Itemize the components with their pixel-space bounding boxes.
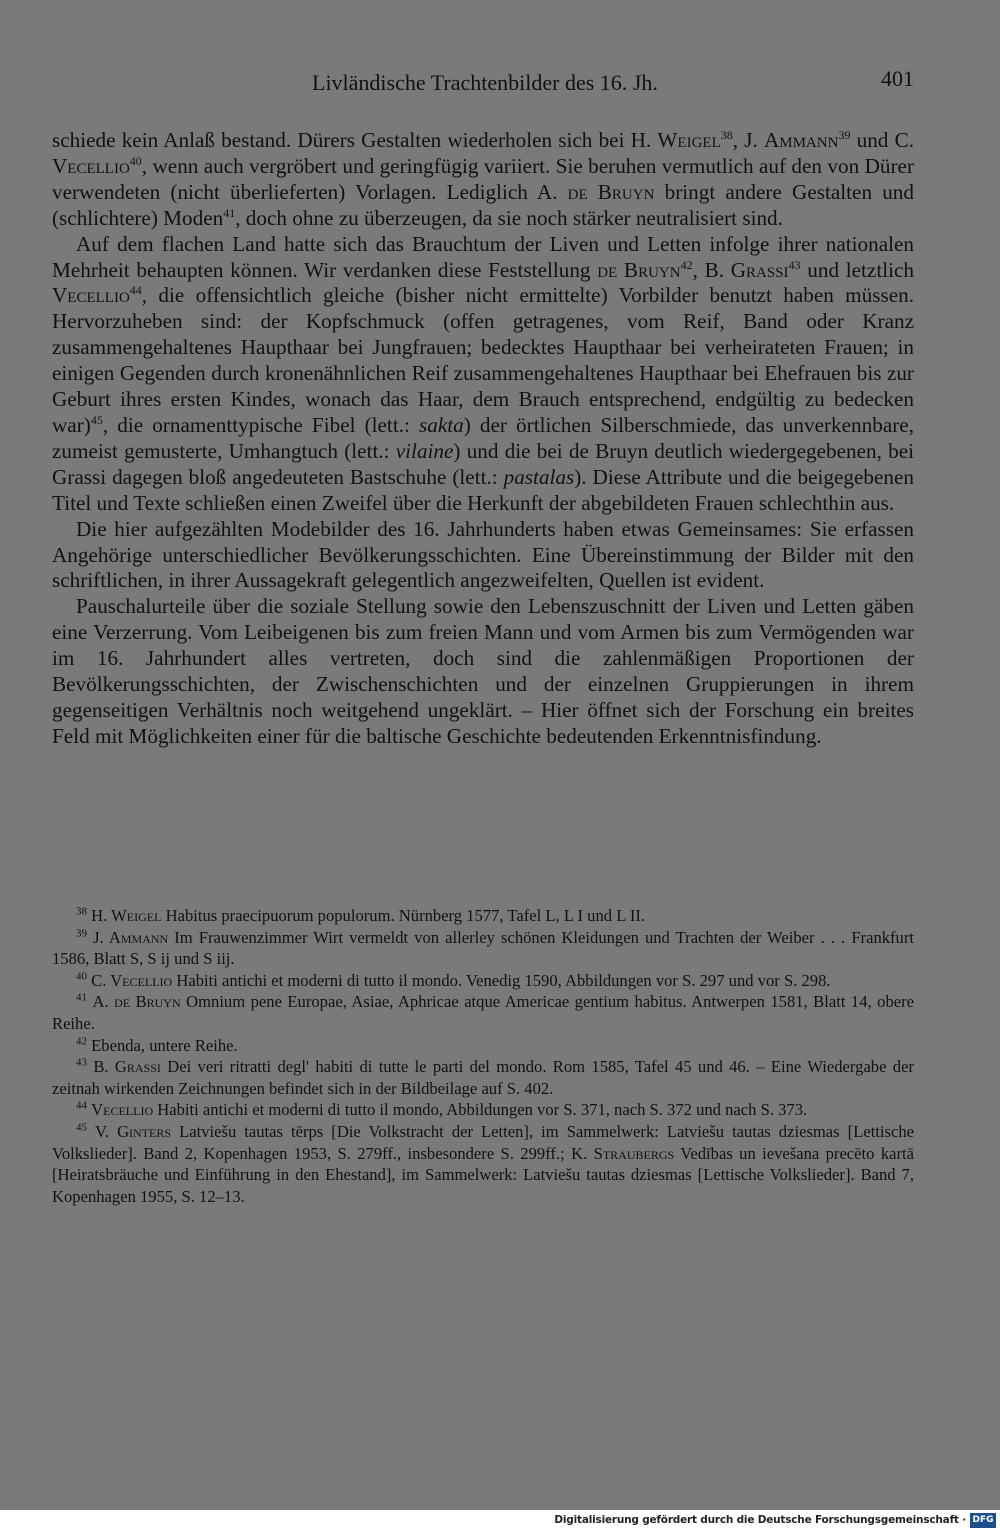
funding-notice: Digitalisierung gefördert durch die Deutsche Forschungsgemeinschaft · — [554, 1514, 966, 1526]
footnote-author: C. Vecellio — [91, 970, 173, 990]
footnote-author: A. de Bruyn — [92, 992, 181, 1012]
text-run: , doch ohne zu überzeugen, da sie noch stärker neutralisiert sind. — [235, 205, 783, 230]
footnote-author: J. Ammann — [93, 927, 169, 947]
footnote-number: 42 — [76, 1035, 87, 1048]
footnote-ref: 42 — [680, 257, 693, 272]
text-run: ). Diese Attribute und die beigegebenen Titel und Texte schließen einen Zweifel über die Herkunft der abgebildeten Frauen schlechthin aus. — [52, 464, 914, 515]
text-run: ) und die bei de Bruyn deutlich wiedergegebenen, bei Grassi dagegen bloß angedeuteten Bastschuhe (lett.: — [52, 438, 914, 489]
footnote-text: Im Frauwenzimmer Wirt vermeldt von allerley schönen Kleidungen und Trachten der Weiber . . . Frankfurt 1586, Blatt S, S ij und S iij. — [52, 927, 914, 969]
footnote-43 — [52, 1056, 914, 1099]
author-name: Weigel — [657, 128, 721, 152]
italic-term: pastalas — [503, 464, 575, 489]
text-run: schiede kein Anlaß bestand. Dürers Gestalten wiederholen sich bei H. — [52, 128, 658, 152]
footnote-ref: 40 — [129, 153, 142, 168]
footnote-text: Vedības un ievešana precēto kartā [Heiratsbräuche und Einführung in den Ehestand], im Sammelwerk: Latviešu tautas dziesmas [Lettische Volkslieder]. Band 7, Kopenhagen 1955, S. 12–13. — [52, 1143, 914, 1206]
footnote-ref: 41 — [223, 205, 236, 220]
text-run: , B. — [692, 257, 731, 282]
page-header — [52, 66, 914, 96]
footnote-text: Habitus praecipuorum populorum. Nürnberg 1577, Tafel L, L I und L II. — [161, 906, 646, 925]
footnote-author: H. Weigel — [91, 906, 162, 925]
paragraph-4: Pauschalurteile über die soziale Stellung sowie den Lebenszuschnitt der Liven und Letten gäben eine Verzerrung. Vom Leibeigenen bis zum freien Mann und vom Armen bis zum Vermögenden war im 16. Jahrhundert alles vertreten, doch sind die zahlenmäßigen Proportionen der Bevölkerungsschichten, der Zwischenschichten und der einzelnen Gruppierungen in ihrem gegenseitigen Verhältnis noch weitgehend ungeklärt. – Hier öffnet sich der Forschung ein breites Feld mit Möglichkeiten einer für die baltische Geschichte bedeutenden Erkenntnisfindung. — [52, 594, 914, 748]
footnote-text: Habiti antichi et moderni di tutto il mondo, Abbildungen vor S. 371, nach S. 372 und nach S. 373. — [153, 1100, 808, 1120]
text-run: und letztlich — [800, 257, 914, 282]
footnote-author: B. Grassi — [93, 1057, 161, 1077]
footnote-author: V. Ginters — [95, 1121, 172, 1141]
footnote-ref: 39 — [838, 127, 851, 142]
author-name: Grassi — [730, 257, 789, 282]
author-name: de Bruyn — [567, 179, 655, 204]
footnote-text: Omnium pene Europae, Asiae, Aphricae atque Americae gentium habitus. Antwerpen 1581, Blatt 14, obere Reihe. — [52, 992, 915, 1033]
dfg-logo-icon: DFG — [970, 1513, 996, 1528]
footnote-42 — [52, 1035, 914, 1057]
italic-term: vilaine — [395, 438, 454, 463]
text-run: , wenn auch vergröbert und geringfügig variiert. Sie beruhen vermutlich auf den von Dürer verwendeten (nicht überlieferten) Vorlagen. Lediglich A. — [52, 153, 914, 204]
author-name: de Bruyn — [597, 257, 681, 282]
footnotes — [52, 905, 914, 1207]
footnote-ref: 44 — [129, 283, 142, 298]
footnote-41 — [52, 991, 914, 1034]
footnote-number: 39 — [76, 927, 87, 940]
footnote-39 — [52, 927, 914, 970]
paragraph-3: Die hier aufgezählten Modebilder des 16. Jahrhunderts haben etwas Gemeinsames: Sie erfassen Angehörige unterschiedlicher Bevölkerungsschichten. Eine Übereinstimmung der Bilder mit den schriftlichen, in ihrer Aussagekraft gelegentlich angezweifelten, Quellen ist evident. — [52, 516, 914, 593]
author-name: Ammann — [763, 128, 839, 152]
footnote-text: Latviešu tautas tērps [Die Volkstracht der Letten], im Sammelwerk: Latviešu tautas dziesmas [Lettische Volkslieder]. Band 2, Kopenhagen 1953, S. 279ff., insbesondere S. 299ff.; K. — [52, 1121, 915, 1163]
footnote-number: 45 — [76, 1121, 87, 1134]
page-number: 401 — [881, 66, 914, 91]
footnote-ref: 43 — [788, 257, 801, 272]
footnote-number: 41 — [76, 991, 87, 1004]
footer-band — [0, 1510, 1000, 1532]
text-run: , die offensichtlich gleiche (bisher nicht ermittelte) Vorbilder benutzt haben müssen. Hervorzuheben sind: der Kopfschmuck (offen getragenes, vom Reif, Band oder Kranz zusammengehaltenes Haupthaar bei Jungfrauen; bedecktes Haupthaar bei verheirateten Frauen; in einigen Gegenden durch kronenähnlichen Reif zusammengehaltenes Haupthaar bei Ehefrauen bis zur Geburt ihres ersten Kindes, wonach das Haar, dem Brauch entsprechend, endgültig zu bedecken war) — [52, 283, 914, 437]
running-title: Livländische Trachtenbilder des 16. Jh. — [312, 70, 658, 95]
footnote-text: Habiti antichi et moderni di tutto il mondo. Venedig 1590, Abbildungen vor S. 297 und vor S. 298. — [172, 970, 831, 990]
author-name: Vecellio — [52, 283, 130, 308]
text-run: , J. — [732, 128, 764, 152]
footnote-number: 43 — [76, 1056, 87, 1069]
text-run: , die ornamenttypische Fibel (lett.: — [102, 412, 419, 437]
text-run: und C. — [850, 128, 915, 152]
italic-term: sakta — [419, 412, 464, 437]
footnote-number: 40 — [76, 970, 87, 983]
author-name: Vecellio — [52, 153, 130, 178]
footnote-45 — [52, 1121, 914, 1207]
footnote-40 — [52, 970, 914, 992]
footnote-text: Ebenda, untere Reihe. — [91, 1035, 238, 1055]
paragraph-2 — [52, 232, 914, 517]
footnote-ref: 38 — [720, 127, 733, 142]
text-run: Auf dem flachen Land hatte sich das Brauchtum der Liven und Letten infolge ihrer nationalen Mehrheit behaupten können. Wir verdanken diese Feststellung — [52, 231, 914, 282]
text-run: bringt andere Gestalten und (schlichtere) Moden — [52, 179, 914, 230]
footnote-author: Straubergs — [593, 1143, 675, 1163]
footnote-38 — [52, 905, 914, 927]
footnote-number: 38 — [76, 905, 87, 918]
paragraph-1 — [52, 128, 914, 232]
body-text — [52, 128, 914, 750]
footnote-text: Dei veri ritratti degl' habiti di tutte le parti del mondo. Rom 1585, Tafel 45 und 46. – Eine Wiedergabe der zeitnah wirkenden Zeichnungen befindet sich in der Bildbeilage auf S. 402. — [52, 1057, 914, 1098]
footnote-author: Vecellio — [91, 1100, 154, 1120]
text-run: ) der örtlichen Silberschmiede, das unverkennbare, zumeist gemusterte, Umhangtuch (lett.: — [52, 412, 914, 463]
footnote-number: 44 — [76, 1099, 87, 1112]
footnote-44 — [52, 1099, 914, 1121]
footnote-ref: 45 — [90, 412, 103, 427]
